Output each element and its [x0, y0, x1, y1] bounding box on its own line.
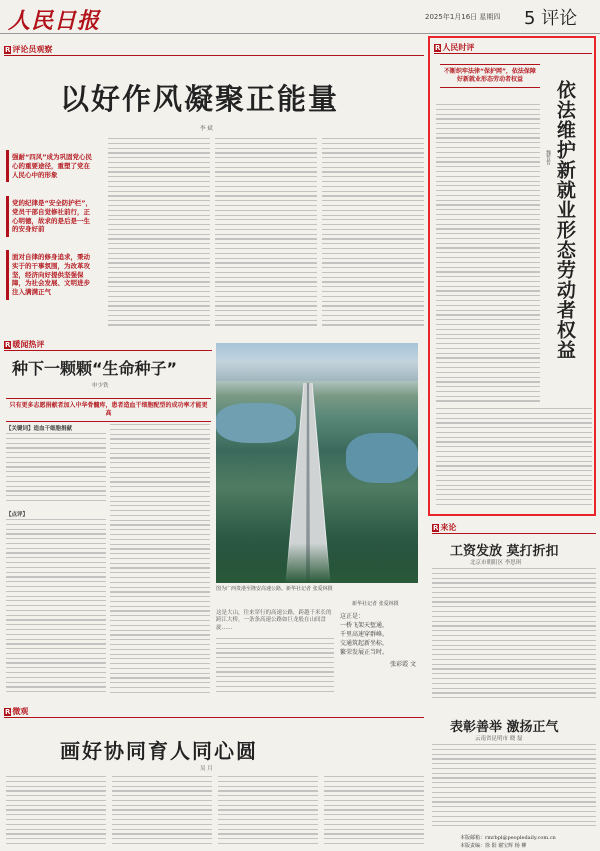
photo-credit: 新华社记者 张爱林摄 — [352, 601, 399, 607]
article-byline: 魏哲哲 — [545, 150, 551, 165]
photo-forest — [216, 543, 418, 583]
section-divider — [432, 533, 596, 534]
article-body-column — [432, 568, 596, 708]
poem-title: 这正是： — [340, 613, 365, 620]
section-divider — [4, 55, 424, 56]
photo-lake — [346, 433, 418, 483]
masthead — [0, 0, 600, 34]
page-number-title — [524, 4, 577, 30]
poem-author: 张彩霞 文 — [390, 661, 416, 668]
article-body-column — [436, 408, 592, 512]
issue-date: 2025年1月16日 星期四 — [425, 13, 501, 21]
article-body-column — [216, 638, 334, 698]
pull-quote: 只有更多志愿捐献者加入中华骨髓库，患者造血干细胞配型的成功率才能更高 — [6, 398, 211, 422]
article-byline: 吴 月 — [200, 766, 213, 772]
article-title: 工资发放 莫打折扣 — [450, 544, 559, 559]
poem-line: 繁荣发展正当时。 — [340, 649, 389, 656]
article-byline: 申少铁 — [92, 383, 109, 389]
section-label-micro: R 微观 — [5, 707, 29, 716]
section-label-commentator: R 评论员观察 — [5, 45, 53, 54]
article-byline: 李 斌 — [200, 126, 213, 132]
section-divider — [434, 53, 592, 54]
photo-sky-water — [216, 361, 418, 381]
section-label-peoples-commentary: R 人民时评 — [435, 43, 475, 52]
article-body-column — [436, 104, 540, 404]
article-body-column — [110, 424, 210, 699]
pull-quote: 党的纪律是“安全防护栏”，党员干部自觉修社前行，正心明德，故求的是后是一生的安身好前 — [6, 196, 98, 237]
keyword-label: 【关键词】造血干细胞捐献 — [6, 426, 73, 432]
article-title: 以好作风凝聚正能量 — [60, 82, 340, 116]
photo-caption: 图为广西贵港至隆安高速公路。新华社记者 张爱林摄 — [216, 586, 333, 592]
section-label-contributions: R 来论 — [433, 523, 457, 532]
newspaper-logo: 人民日报 — [8, 8, 101, 34]
article-title: 表彰善举 激扬正气 — [450, 720, 559, 735]
section-label-warm-news: R 暖闻热评 — [5, 340, 45, 349]
article-body-column — [432, 744, 596, 832]
article-body-column — [215, 138, 317, 330]
article-title: 画好协同育人同心圆 — [60, 739, 258, 763]
section-divider — [4, 350, 212, 351]
section-divider — [4, 717, 424, 718]
article-body-column — [322, 138, 424, 330]
article-body-column — [112, 776, 212, 848]
article-title: 种下一颗颗“生命种子” — [12, 359, 178, 378]
article-body-column — [6, 776, 106, 848]
highway-photo — [216, 343, 418, 583]
pull-quote: 强耐“四风”成为巩固党心民心的重要途径，重塑了党在人民心中的形象 — [6, 150, 98, 182]
article-body-column — [324, 776, 424, 848]
poem-line: 一桥飞架天堑通， — [340, 622, 389, 629]
pull-quote: 面对自律的修身追求，秉动实于的干事氛围，为改革攻坚，经济向好提供坚强保障，为社会发展、文明进步注入满满正气 — [6, 250, 98, 300]
footer-editors: 本版责编：徐 阳 谢宝辉 杨 柳 — [460, 843, 527, 849]
pull-quote: 不断织牢法律“保护网”，依法保障好新就业形态劳动者权益 — [440, 64, 540, 88]
article-body-column — [108, 138, 210, 330]
article-title: 依法维护新就业形态劳动者权益 — [553, 80, 576, 360]
article-byline: 云南省昆明市 晓 磊 — [475, 736, 523, 742]
article-byline: 北京市朝阳区 李思琪 — [470, 560, 522, 566]
poem-block — [340, 612, 416, 669]
article-body-column — [6, 433, 106, 505]
page-number: 5 — [524, 8, 536, 29]
comment-label: 【点评】 — [6, 512, 29, 518]
article-body-column — [218, 776, 318, 848]
poem-line: 千里高速穿群峰。 — [340, 631, 389, 638]
footer-email: 本版邮箱：rmrbpl@peopledaily.com.cn — [460, 835, 556, 841]
article-body-column — [6, 519, 106, 699]
poem-line: 交通筑起新坐标， — [340, 640, 389, 647]
photo-text-block: 这是大山，往来穿行的高速公路，跨越千米长的跨江大桥，一条条高速公路如巨龙般在山间盘旋…… — [216, 610, 332, 631]
page-name: 评论 — [541, 8, 578, 29]
